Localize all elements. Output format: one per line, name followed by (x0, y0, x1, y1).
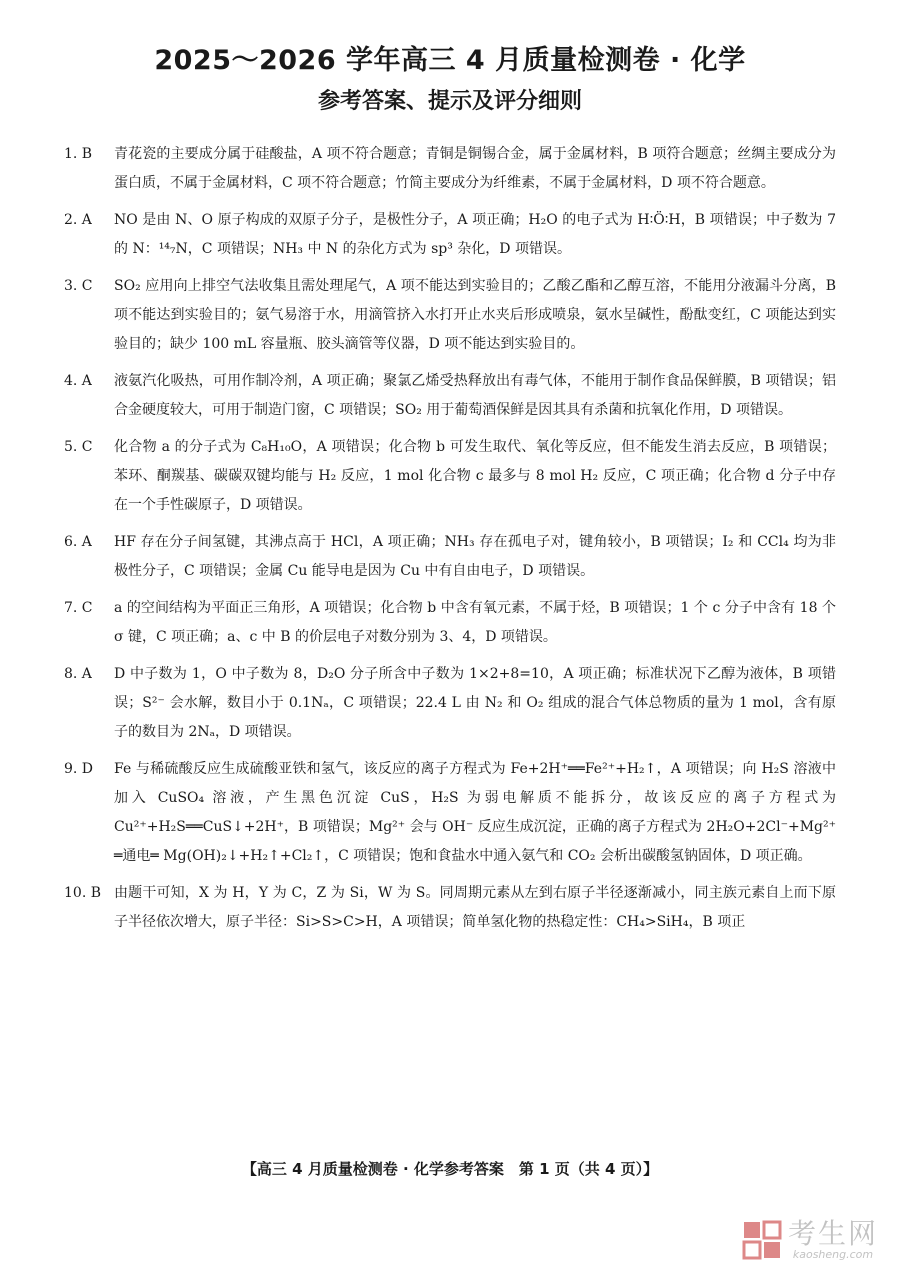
answer-item-9 (64, 755, 836, 871)
answer-item-1 (64, 140, 836, 198)
answer-explanation: D 中子数为 1，O 中子数为 8，D₂O 分子所含中子数为 1×2+8=10，A 项正确；标准状况下乙醇为液体，B 项错误；S²⁻ 会水解，数目小于 0.1Nₐ，C 项错误；22.4 L 由 N₂ 和 O₂ 组成的混合气体总物质的量为 1 mol，含有原子的数目为 2Nₐ，D 项错误。 (114, 666, 836, 740)
answer-item-6 (64, 528, 836, 586)
page-subtitle: 参考答案、提示及评分细则 (317, 89, 582, 114)
answer-explanation: 化合物 a 的分子式为 C₈H₁₀O，A 项错误；化合物 b 可发生取代、氧化等反应，但不能发生消去反应，B 项错误；苯环、酮羰基、碳碳双键均能与 H₂ 反应，1 mol 化合物 c 最多与 8 mol H₂ 反应，C 项正确；化合物 d 分子中存在一个手性碳原子，D 项错误。 (114, 439, 836, 513)
answer-explanation: 液氨汽化吸热，可用作制冷剂，A 项正确；聚氯乙烯受热释放出有毒气体，不能用于制作食品保鲜膜，B 项错误；铝合金硬度较大，可用于制造门窗，C 项错误；SO₂ 用于葡萄酒保鲜是因其具有杀菌和抗氧化作用，D 项错误。 (114, 373, 836, 418)
answer-explanation: SO₂ 应用向上排空气法收集且需处理尾气，A 项不能达到实验目的；乙酸乙酯和乙醇互溶，不能用分液漏斗分离，B 项不能达到实验目的；氨气易溶于水，用滴管挤入水打开止水夹后形成喷泉，氨水呈碱性，酚酞变红，C 项能达到实验目的；缺少 100 mL 容量瓶、胶头滴管等仪器，D 项不能达到实验目的。 (114, 278, 836, 352)
answer-number: 4. A (64, 373, 92, 389)
answer-number: 9. D (64, 761, 94, 777)
answer-number: 10. B (64, 885, 102, 901)
answer-explanation: 由题干可知，X 为 H，Y 为 C，Z 为 Si，W 为 S。同周期元素从左到右原子半径逐渐减小，同主族元素自上而下原子半径依次增大，原子半径：Si>S>C>H，A 项错误；简单氢化物的热稳定性：CH₄>SiH₄，B 项正 (114, 885, 836, 930)
page-title: 2025～2026 学年高三 4 月质量检测卷 · 化学 (154, 45, 746, 76)
page-footer: 【高三 4 月质量检测卷 · 化学参考答案 第 1 页（共 4 页）】 (241, 1160, 659, 1178)
answer-item-10 (64, 879, 836, 937)
answer-item-3 (64, 272, 836, 359)
watermark (742, 1219, 878, 1261)
watermark-url: kaosheng.com (792, 1248, 874, 1261)
answer-explanation: Fe 与稀硫酸反应生成硫酸亚铁和氢气，该反应的离子方程式为 Fe+2H⁺══Fe²⁺+H₂↑，A 项错误；向 H₂S 溶液中加入 CuSO₄ 溶液，产生黑色沉淀 CuS，H₂S 为弱电解质不能拆分，故该反应的离子方程式为 Cu²⁺+H₂S══CuS↓+2H⁺，B 项错误；Mg²⁺ 会与 OH⁻ 反应生成沉淀，正确的离子方程式为 2H₂O+2Cl⁻+Mg²⁺ ═通电═ Mg(OH)₂↓+H₂↑+Cl₂↑，C 项错误；饱和食盐水中通入氨气和 CO₂ 会析出碳酸氢钠固体，D 项正确。 (114, 761, 836, 864)
answer-number: 3. C (64, 278, 93, 294)
answer-item-5 (64, 433, 836, 520)
answer-number: 8. A (64, 666, 92, 682)
answer-item-7 (64, 594, 836, 652)
answer-explanation: HF 存在分子间氢键，其沸点高于 HCl，A 项正确；NH₃ 存在孤电子对，键角较小，B 项错误；I₂ 和 CCl₄ 均为非极性分子，C 项错误；金属 Cu 能导电是因为 Cu 中有自由电子，D 项错误。 (114, 534, 836, 579)
answer-explanation: 青花瓷的主要成分属于硅酸盐，A 项不符合题意；青铜是铜锡合金，属于金属材料，B 项符合题意；丝绸主要成分为蛋白质，不属于金属材料，C 项不符合题意；竹简主要成分为纤维素，不属于金属材料，D 项不符合题意。 (114, 146, 836, 191)
kaosheng-logo-icon (742, 1220, 782, 1260)
answer-item-2 (64, 206, 836, 264)
answer-item-8 (64, 660, 836, 747)
answer-explanation: a 的空间结构为平面正三角形，A 项错误；化合物 b 中含有氧元素，不属于烃，B 项错误；1 个 c 分子中含有 18 个 σ 键，C 项正确；a、c 中 B 的价层电子对数分别为 3、4，D 项错误。 (114, 600, 836, 645)
answer-explanation: NO 是由 N、O 原子构成的双原子分子，是极性分子，A 项正确；H₂O 的电子式为 H∶Ö∶H，B 项错误；中子数为 7 的 N：¹⁴₇N，C 项错误；NH₃ 中 N 的杂化方式为 sp³ 杂化，D 项错误。 (114, 212, 836, 257)
answer-number: 6. A (64, 534, 92, 550)
answer-number: 5. C (64, 439, 93, 455)
answer-number: 1. B (64, 146, 93, 162)
answer-number: 2. A (64, 212, 92, 228)
answer-item-4 (64, 367, 836, 425)
answer-list (64, 140, 836, 945)
watermark-name: 考生网 (787, 1217, 878, 1250)
answer-number: 7. C (64, 600, 93, 616)
